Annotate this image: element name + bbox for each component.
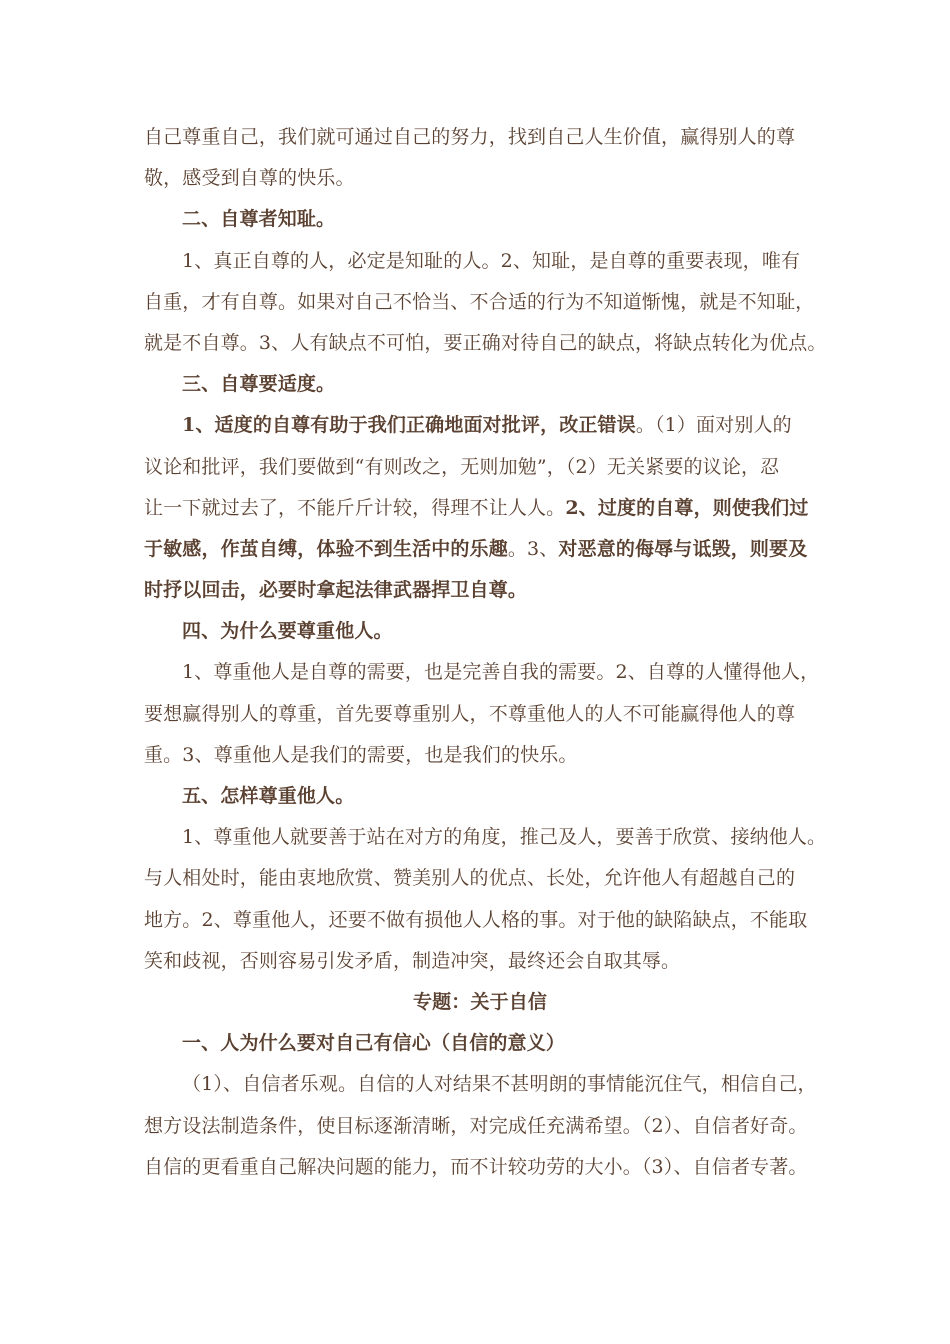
text-line: （1）、自信者乐观。自信的人对结果不甚明朗的事情能沉住气，相信自己， (182, 1073, 817, 1096)
text-line: 议论和批评，我们要做到“有则改之，无则加勉”，（2）无关紧要的议论，忍 (144, 455, 780, 478)
bold-text: 2、过度的自尊，则使我们过 (565, 496, 809, 519)
section-heading: 一、人为什么要对自己有信心（自信的意义） (182, 1032, 566, 1055)
section-heading: 五、怎样尊重他人。 (182, 785, 355, 807)
section-heading: 二、自尊者知耻。 (182, 208, 336, 231)
text-line: 敬，感受到自尊的快乐。 (144, 167, 355, 190)
section-heading: 三、自尊要适度。 (182, 373, 336, 396)
text-line: 笑和歧视，否则容易引发矛盾，制造冲突，最终还会自取其辱。 (144, 949, 681, 972)
text-line (144, 529, 816, 570)
text-line: 就是不自尊。3、人有缺点不可怕，要正确对待自己的缺点，将缺点转化为优点。 (144, 331, 827, 354)
text-line: 1、尊重他人就要善于站在对方的角度，推己及人，要善于欣赏、接纳他人。 (182, 826, 827, 849)
text-line: 重。3、尊重他人是我们的需要，也是我们的快乐。 (144, 743, 578, 766)
normal-text: 。（1）面对别人的 (635, 414, 792, 437)
text-line: 自己尊重自己，我们就可通过自己的努力，找到自己人生价值，赢得别人的尊 (144, 126, 796, 148)
text-line: 自信的更看重自己解决问题的能力，而不计较功劳的大小。（3）、自信者专著。 (144, 1155, 808, 1178)
section-heading: 四、为什么要尊重他人。 (182, 620, 393, 643)
normal-text: 。3、 (507, 537, 559, 560)
document-page (144, 117, 827, 1188)
normal-text: 让一下就过去了，不能斤斤计较，得理不让人人。 (144, 496, 566, 519)
text-line: 想方设法制造条件，使目标逐渐清晰，对完成任充满希望。（2）、自信者好奇。 (144, 1114, 808, 1137)
text-line: 时抒以回击，必要时拿起法律武器捍卫自尊。 (144, 579, 528, 602)
bold-text: 于敏感，作茧自缚，体验不到生活中的乐趣 (144, 537, 508, 560)
topic-title: 专题：关于自信 (412, 990, 548, 1013)
bold-text: 对恶意的侮辱与诋毁，则要及 (558, 537, 808, 560)
text-line: 1、真正自尊的人，必定是知耻的人。2、知耻，是自尊的重要表现，唯有 (182, 249, 801, 272)
text-line: 1、尊重他人是自尊的需要，也是完善自我的需要。2、自尊的人懂得他人， (182, 661, 820, 684)
text-line (144, 405, 816, 446)
text-line: 自重，才有自尊。如果对自己不恰当、不合适的行为不知道惭愧，就是不知耻， (144, 290, 815, 313)
text-line: 地方。2、尊重他人，还要不做有损他人人格的事。对于他的缺陷缺点，不能取 (144, 908, 808, 931)
text-line: 要想赢得别人的尊重，首先要尊重别人，不尊重他人的人不可能赢得他人的尊 (144, 702, 796, 725)
text-line (144, 488, 816, 529)
bold-text: 1、适度的自尊有助于我们正确地面对批评，改正错误 (182, 414, 636, 437)
text-line: 与人相处时，能由衷地欣赏、赞美别人的优点、长处，允许他人有超越自己的 (144, 867, 796, 890)
